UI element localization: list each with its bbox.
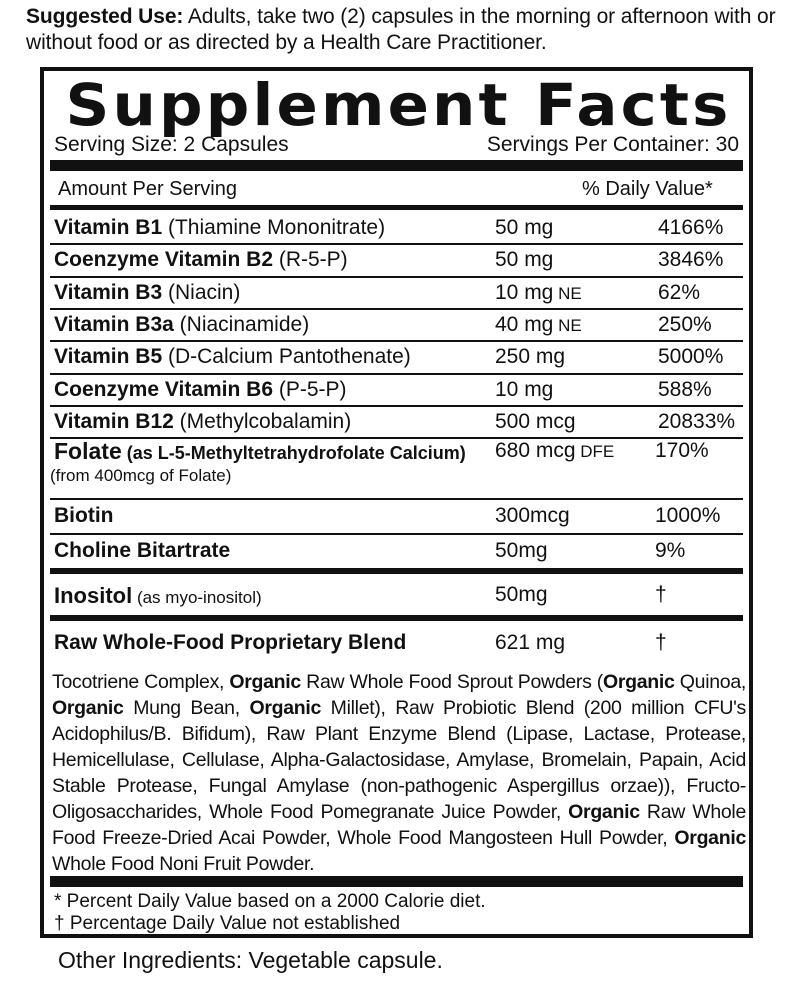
nutrient-daily-value: 5000% xyxy=(658,345,724,369)
nutrient-daily-value: 588% xyxy=(658,377,712,401)
amount-per-serving-header: Amount Per Serving xyxy=(58,178,237,200)
suggested-use-text: Adults, take two (2) capsules in the morning or afternoon with or without food or as directed by a Health Care Practitioner. xyxy=(26,5,776,54)
nutrient-row-choline xyxy=(44,535,749,568)
blend-organic: Organic xyxy=(674,827,746,849)
nutrient-daily-value: 1000% xyxy=(655,504,721,527)
nutrient-amount: 680 mcg xyxy=(495,439,576,462)
medium-divider xyxy=(50,205,743,210)
thick-divider xyxy=(50,160,743,171)
serving-size: Serving Size: 2 Capsules xyxy=(54,133,289,156)
nutrient-daily-value: 3846% xyxy=(658,248,724,272)
footnote-percent-daily-value: * Percent Daily Value based on a 2000 Calorie diet. xyxy=(54,891,486,912)
blend-text: Raw Whole Food Freeze-Dried Acai Powder, Whole Food Mangosteen Hull Powder, xyxy=(52,801,746,849)
nutrient-detail: (D-Calcium Pantothenate) xyxy=(162,345,411,369)
nutrient-amount: 250 mg xyxy=(495,345,566,369)
nutrient-detail: (Niacin) xyxy=(162,280,241,304)
other-ingredients: Other Ingredients: Vegetable capsule. xyxy=(58,947,443,973)
nutrient-name: Inositol xyxy=(54,583,133,608)
nutrient-row xyxy=(44,309,749,342)
suggested-use-label: Suggested Use: xyxy=(26,5,184,28)
nutrient-name: Folate xyxy=(54,438,122,464)
nutrient-row-proprietary-blend xyxy=(44,627,749,663)
suggested-use xyxy=(26,4,778,56)
nutrient-detail: (Thiamine Mononitrate) xyxy=(162,216,386,239)
blend-ingredients xyxy=(52,669,746,877)
medium-divider xyxy=(50,615,743,621)
nutrient-name: Biotin xyxy=(54,504,114,527)
nutrient-name: Vitamin B3a xyxy=(54,312,174,336)
blend-organic: Organic xyxy=(229,671,301,693)
nutrient-daily-value: † xyxy=(655,583,667,606)
blend-organic: Organic xyxy=(249,697,322,719)
nutrient-row xyxy=(44,277,749,310)
nutrient-subnote: (from 400mcg of Folate) xyxy=(50,466,232,485)
nutrient-detail: (as L-5-Methyltetrahydrofolate Calcium) xyxy=(121,443,466,463)
nutrient-row xyxy=(44,374,749,407)
nutrient-daily-value: 170% xyxy=(655,439,709,462)
nutrient-amount: 300mcg xyxy=(495,504,570,527)
nutrient-name: Choline Bitartrate xyxy=(54,539,231,562)
nutrient-row xyxy=(44,244,749,277)
panel-title: Supplement Facts xyxy=(65,71,732,139)
nutrient-name: Coenzyme Vitamin B6 xyxy=(54,377,274,401)
nutrient-detail: (Niacinamide) xyxy=(173,312,310,336)
blend-organic: Organic xyxy=(568,801,640,823)
nutrient-row-folate xyxy=(44,435,749,495)
nutrient-row-inositol xyxy=(44,577,749,613)
nutrient-amount: 621 mg xyxy=(495,631,566,654)
nutrient-detail: (Methylcobalamin) xyxy=(173,409,352,433)
nutrient-detail: (P-5-P) xyxy=(273,377,347,401)
blend-text: Millet), Raw Probiotic Blend (200 million CFU's Acidophilus/B. Bifidum), Raw Plant Enzyme Blend (Lipase, Lactase, Protease, Hemicellulase, Cellulase, Alpha-Galactosidase, Amylase, Bromelain, Papain, Acid Stable Protease, Fungal Amylase (non-pathogenic Aspergillus orzae)), Fructo-Oligosaccharides, Whole Food Pomegranate Juice Powder, xyxy=(52,697,746,823)
nutrient-name: Vitamin B12 xyxy=(54,409,174,433)
nutrient-amount: 50mg xyxy=(495,583,548,606)
medium-divider xyxy=(50,568,743,574)
nutrient-name: Vitamin B3 xyxy=(54,280,163,304)
nutrient-detail: (as myo-inositol) xyxy=(132,588,262,607)
footnote-dagger: † Percentage Daily Value not established xyxy=(54,913,401,934)
supplement-facts-panel xyxy=(40,67,753,938)
blend-organic: Organic xyxy=(602,671,675,693)
nutrient-amount: 10 mg xyxy=(495,280,554,304)
nutrient-daily-value: 250% xyxy=(658,312,712,336)
blend-text: Raw Whole Food Sprout Powders ( xyxy=(300,671,603,693)
blend-text: Whole Food Noni Fruit Powder. xyxy=(52,853,315,875)
nutrient-row-biotin xyxy=(44,500,749,533)
nutrient-amount: 50 mg xyxy=(495,216,554,239)
nutrient-daily-value: 20833% xyxy=(658,409,736,433)
nutrient-daily-value: 4166% xyxy=(658,216,724,239)
nutrient-row xyxy=(44,341,749,374)
nutrient-name: Coenzyme Vitamin B2 xyxy=(54,248,274,272)
nutrient-amount: 10 mg xyxy=(495,377,554,401)
nutrient-daily-value: † xyxy=(655,631,667,654)
nutrient-amount: 500 mcg xyxy=(495,409,576,433)
nutrient-amount: 40 mg xyxy=(495,312,554,336)
blend-text: Mung Bean, xyxy=(123,697,250,719)
nutrient-detail: (R-5-P) xyxy=(273,248,348,272)
blend-text: Quinoa, xyxy=(674,671,746,693)
nutrient-amount: 50 mg xyxy=(495,248,554,272)
nutrient-unit: NE xyxy=(553,283,582,303)
nutrient-name: Vitamin B1 xyxy=(54,216,163,239)
daily-value-header: % Daily Value* xyxy=(582,178,713,200)
nutrient-unit: NE xyxy=(553,315,582,335)
nutrient-daily-value: 62% xyxy=(658,280,701,304)
nutrient-amount: 50mg xyxy=(495,539,548,562)
nutrient-unit: DFE xyxy=(575,442,615,461)
nutrient-row xyxy=(44,212,749,245)
thick-divider xyxy=(50,876,743,887)
nutrient-row xyxy=(44,406,749,439)
nutrient-daily-value: 9% xyxy=(655,539,686,562)
nutrient-name: Vitamin B5 xyxy=(54,345,163,369)
servings-per-container: Servings Per Container: 30 xyxy=(486,133,739,156)
blend-text: Tocotriene Complex, xyxy=(52,671,230,693)
blend-organic: Organic xyxy=(52,697,124,719)
nutrient-name: Raw Whole-Food Proprietary Blend xyxy=(54,631,407,654)
